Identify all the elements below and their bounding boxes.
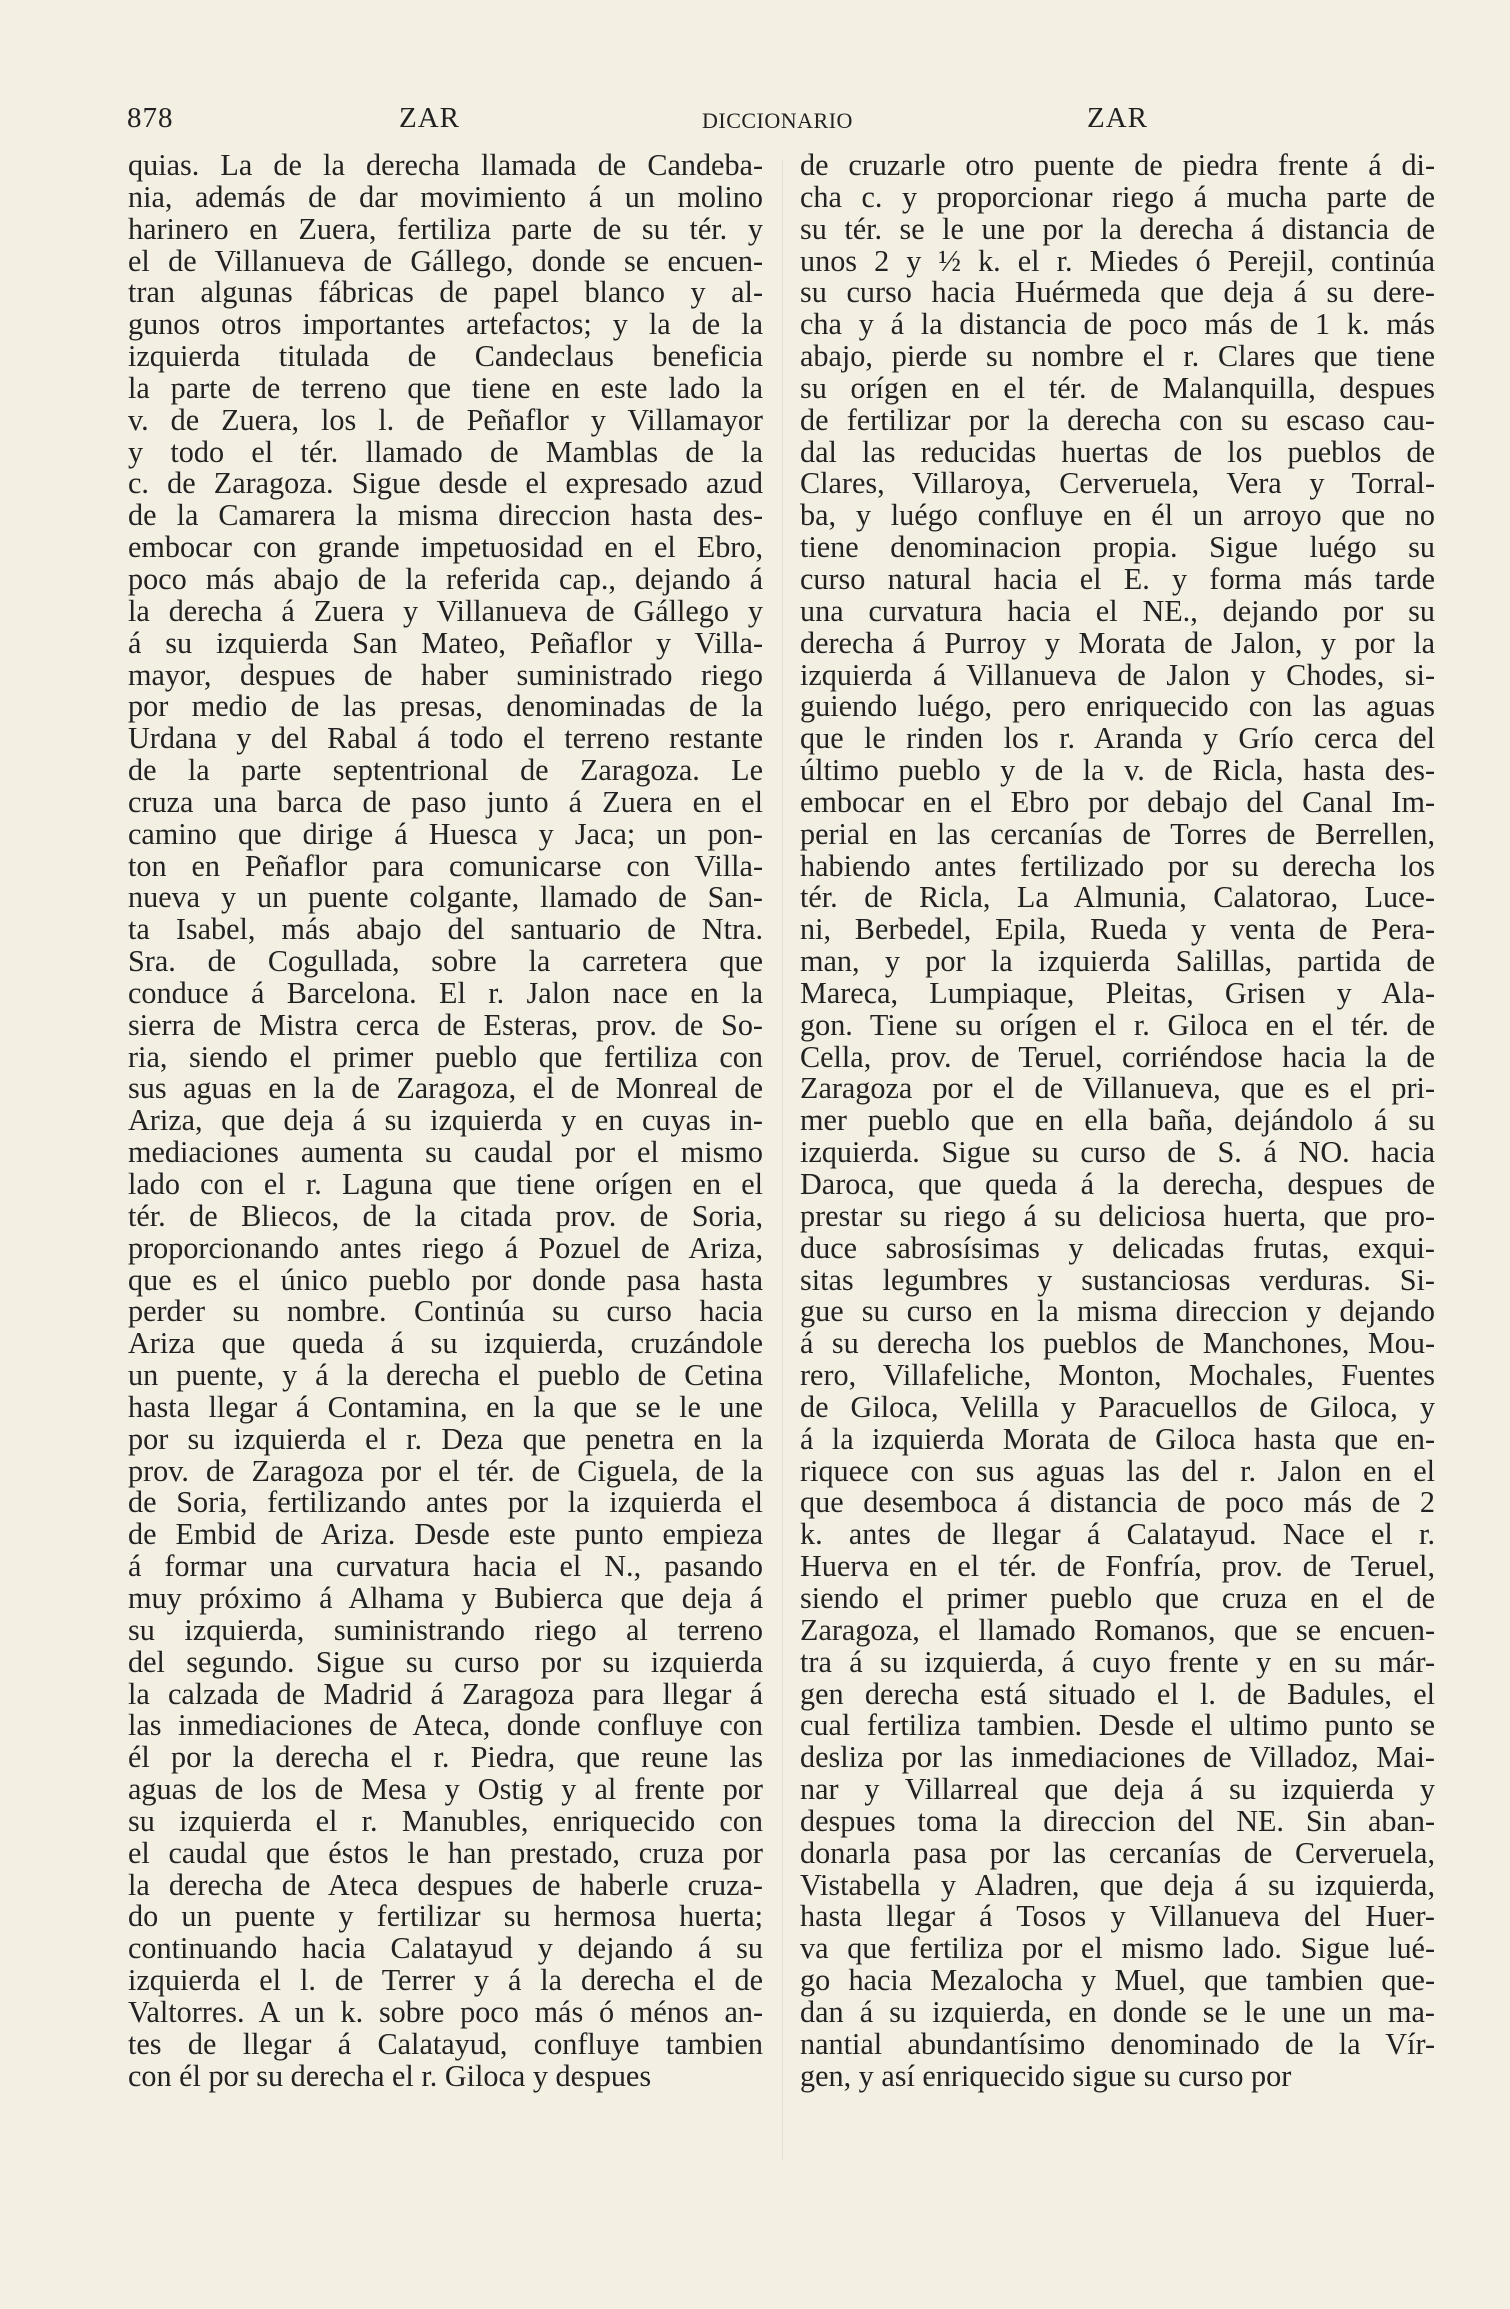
right-running-head: ZAR [1087,102,1148,134]
text-line: cual fertiliza tambien. Desde el ultimo punto se [800,1708,1435,1743]
text-line: tér. de Ricla, La Almunia, Calatorao, Luce- [800,880,1435,915]
text-line: gen derecha está situado el l. de Badules, el [800,1676,1435,1711]
text-line: rero, Villafeliche, Monton, Mochales, Fuentes [800,1358,1435,1393]
text-line: último pueblo y de la v. de Ricla, hasta des- [800,753,1435,788]
text-line: dal las reducidas huertas de los pueblos de [800,434,1435,469]
text-line: la derecha de Ateca despues de haberle cruza- [128,1867,763,1902]
text-line: la parte de terreno que tiene en este lado la [128,370,763,405]
text-line: una curvatura hacia el NE., dejando por su [800,593,1435,628]
text-line: tran algunas fábricas de papel blanco y al- [128,275,763,310]
page-header [127,102,1437,142]
text-line: tra á su izquierda, á cuyo frente y en su már- [800,1644,1435,1679]
text-line: á su izquierda San Mateo, Peñaflor y Villa- [128,625,763,660]
text-line: cha y á la distancia de poco más de 1 k. más [800,307,1435,342]
text-line: conduce á Barcelona. El r. Jalon nace en la [128,975,763,1010]
text-line: curso natural hacia el E. y forma más tarde [800,561,1435,596]
text-line: poco más abajo de la referida cap., dejando á [128,561,763,596]
text-line: nar y Villarreal que deja á su izquierda y [800,1772,1435,1807]
text-line: Vistabella y Aladren, que deja á su izquierda, [800,1867,1435,1902]
text-line: nueva y un puente colgante, llamado de San- [128,880,763,915]
text-line: Zaragoza por el de Villanueva, que es el pri- [800,1071,1435,1106]
text-line: prestar su riego á su deliciosa huerta, que pro- [800,1198,1435,1233]
text-line: tiene denominacion propia. Sigue luégo su [800,530,1435,565]
text-line: á formar una curvatura hacia el N., pasando [128,1549,763,1584]
column-divider [782,160,783,2160]
text-line: Zaragoza, el llamado Romanos, que se encuen- [800,1612,1435,1647]
text-line: á su derecha los pueblos de Manchones, Mou- [800,1326,1435,1361]
text-line: mer pueblo que en ella baña, dejándolo á su [800,1103,1435,1138]
text-line: do un puente y fertilizar su hermosa huerta; [128,1899,763,1934]
text-line: izquierda. Sigue su curso de S. á NO. hacia [800,1135,1435,1170]
text-line: va que fertiliza por el mismo lado. Sigue lué- [800,1931,1435,1966]
text-line: y todo el tér. llamado de Mamblas de la [128,434,763,469]
text-line: Daroca, que queda á la derecha, despues de [800,1167,1435,1201]
text-line: su orígen en el tér. de Malanquilla, despues [800,370,1435,405]
text-line: Clares, Villaroya, Cerveruela, Vera y Torral- [800,466,1435,501]
text-line: de Soria, fertilizando antes por la izquierda el [128,1485,763,1520]
text-line: el caudal que éstos le han prestado, cruza por [128,1835,763,1870]
left-running-head: ZAR [399,102,460,134]
text-line: muy próximo á Alhama y Bubierca que deja á [128,1580,763,1615]
text-line: las inmediaciones de Ateca, donde confluye con [128,1708,763,1743]
text-line: mediaciones aumenta su caudal por el mismo [128,1135,763,1170]
text-line: proporcionando antes riego á Pozuel de Ariza, [128,1230,763,1265]
text-line: sierra de Mistra cerca de Esteras, prov. de So- [128,1007,763,1042]
text-line: de la parte septentrional de Zaragoza. Le [128,753,763,788]
text-line: que es el único pueblo por donde pasa hasta [128,1262,763,1297]
text-line: de Giloca, Velilla y Paracuellos de Giloca, y [800,1389,1435,1424]
page-number: 878 [127,102,174,134]
text-line: el de Villanueva de Gállego, donde se encuen- [128,243,763,278]
text-line: Sra. de Cogullada, sobre la carretera que [128,944,763,979]
text-line: su curso hacia Huérmeda que deja á su dere- [800,275,1435,310]
text-line: Ariza que queda á su izquierda, cruzándole [128,1326,763,1361]
text-line: izquierda el l. de Terrer y á la derecha el de [128,1963,763,1998]
text-line: perder su nombre. Continúa su curso hacia [128,1294,763,1329]
text-line: go hacia Mezalocha y Muel, que tambien que- [800,1963,1435,1998]
text-line: siendo el primer pueblo que cruza en el de [800,1580,1435,1615]
text-line: de la Camarera la misma direccion hasta des- [128,498,763,533]
right-text-column [800,150,1435,2092]
text-line: donarla pasa por las cercanías de Cerveruela, [800,1835,1435,1870]
text-line: ta Isabel, más abajo del santuario de Ntra. [128,912,763,947]
text-line: embocar en el Ebro por debajo del Canal Im- [800,784,1435,819]
text-line: la calzada de Madrid á Zaragoza para llegar á [128,1676,763,1711]
text-line: lado con el r. Laguna que tiene orígen en el [128,1167,763,1201]
text-line: que le rinden los r. Aranda y Grío cerca del [800,721,1435,756]
text-line: harinero en Zuera, fertiliza parte de su tér. y [128,211,763,246]
text-line: guiendo luégo, pero enriquecido con las aguas [800,689,1435,724]
text-line: izquierda á Villanueva de Jalon y Chodes, si- [800,657,1435,692]
text-line: hasta llegar á Contamina, en la que se le une [128,1389,763,1424]
text-line: á la izquierda Morata de Giloca hasta que en- [800,1421,1435,1456]
text-line: prov. de Zaragoza por el tér. de Ciguela, de la [128,1453,763,1488]
text-line: habiendo antes fertilizado por su derecha los [800,848,1435,883]
text-line: su izquierda el r. Manubles, enriquecido con [128,1803,763,1838]
text-line: él por la derecha el r. Piedra, que reune las [128,1740,763,1775]
text-line: Huerva en el tér. de Fonfría, prov. de Teruel, [800,1549,1435,1584]
text-line: ni, Berbedel, Epila, Rueda y venta de Pera- [800,912,1435,947]
text-line: sitas legumbres y sustanciosas verduras. Si- [800,1262,1435,1297]
text-line: camino que dirige á Huesca y Jaca; un pon- [128,816,763,851]
text-line: Mareca, Lumpiaque, Pleitas, Grisen y Ala- [800,975,1435,1010]
text-line: Ariza, que deja á su izquierda y en cuyas in- [128,1103,763,1138]
text-line: la derecha á Zuera y Villanueva de Gállego y [128,593,763,628]
text-line: desliza por las inmediaciones de Villadoz, Mai- [800,1740,1435,1775]
text-line: duce sabrosísimas y delicadas frutas, exqui- [800,1230,1435,1265]
text-line: que desemboca á distancia de poco más de 2 [800,1485,1435,1520]
center-running-head: DICCIONARIO [702,108,853,133]
text-line: tér. de Bliecos, de la citada prov. de Soria, [128,1198,763,1233]
text-line: man, y por la izquierda Salillas, partida de [800,944,1435,979]
text-line: gon. Tiene su orígen el r. Giloca en el tér. de [800,1007,1435,1042]
text-line: quias. La de la derecha llamada de Candeba- [128,148,763,182]
text-line: cha c. y proporcionar riego á mucha parte de [800,179,1435,214]
text-line: c. de Zaragoza. Sigue desde el expresado azud [128,466,763,501]
text-line: Urdana y del Rabal á todo el terreno restante [128,721,763,756]
text-line: por su izquierda el r. Deza que penetra en la [128,1421,763,1456]
text-line: tes de llegar á Calatayud, confluye tambien [128,2026,763,2061]
text-line: de fertilizar por la derecha con su escaso cau- [800,402,1435,437]
text-line: unos 2 y ½ k. el r. Miedes ó Perejil, continúa [800,243,1435,278]
text-line: ria, siendo el primer pueblo que fertiliza con [128,1039,763,1074]
text-line: un puente, y á la derecha el pueblo de Cetina [128,1358,763,1393]
text-line: de cruzarle otro puente de piedra frente á di- [800,148,1435,182]
text-line: gen, y así enriquecido sigue su curso por [800,2058,1292,2093]
text-line: despues toma la direccion del NE. Sin aban- [800,1803,1435,1838]
text-line: perial en las cercanías de Torres de Berrellen, [800,816,1435,851]
text-line: ton en Peñaflor para comunicarse con Villa- [128,848,763,883]
text-line: nantial abundantísimo denominado de la Vír- [800,2026,1435,2061]
text-line: k. antes de llegar á Calatayud. Nace el r. [800,1517,1435,1552]
text-line: gue su curso en la misma direccion y dejando [800,1294,1435,1329]
text-line: dan á su izquierda, en donde se le une un ma- [800,1994,1435,2029]
text-line: derecha á Purroy y Morata de Jalon, y por la [800,625,1435,660]
text-line: su izquierda, suministrando riego al terreno [128,1612,763,1647]
text-line: cruza una barca de paso junto á Zuera en el [128,784,763,819]
text-line: ba, y luégo confluye en él un arroyo que no [800,498,1435,533]
text-line: aguas de los de Mesa y Ostig y al frente por [128,1772,763,1807]
text-line: hasta llegar á Tosos y Villanueva del Huer- [800,1899,1435,1934]
text-line: con él por su derecha el r. Giloca y despues [128,2058,652,2093]
text-line: gunos otros importantes artefactos; y la de la [128,307,763,342]
text-line: v. de Zuera, los l. de Peñaflor y Villamayor [128,402,763,437]
text-line: Cella, prov. de Teruel, corriéndose hacia la de [800,1039,1435,1074]
text-line: izquierda titulada de Candeclaus beneficia [128,339,763,374]
left-text-column [128,150,763,2092]
text-line: Valtorres. A un k. sobre poco más ó ménos an- [128,1994,763,2029]
text-line: nia, además de dar movimiento á un molino [128,179,763,214]
text-line: mayor, despues de haber suministrado riego [128,657,763,692]
text-line: su tér. se le une por la derecha á distancia de [800,211,1435,246]
text-line: continuando hacia Calatayud y dejando á su [128,1931,763,1966]
text-line: del segundo. Sigue su curso por su izquierda [128,1644,763,1679]
text-line: embocar con grande impetuosidad en el Ebro, [128,530,763,565]
text-line: riquece con sus aguas las del r. Jalon en el [800,1453,1435,1488]
text-line: sus aguas en la de Zaragoza, el de Monreal de [128,1071,763,1106]
text-line: abajo, pierde su nombre el r. Clares que tiene [800,339,1435,374]
text-line: de Embid de Ariza. Desde este punto empieza [128,1517,763,1552]
text-line: por medio de las presas, denominadas de la [128,689,763,724]
